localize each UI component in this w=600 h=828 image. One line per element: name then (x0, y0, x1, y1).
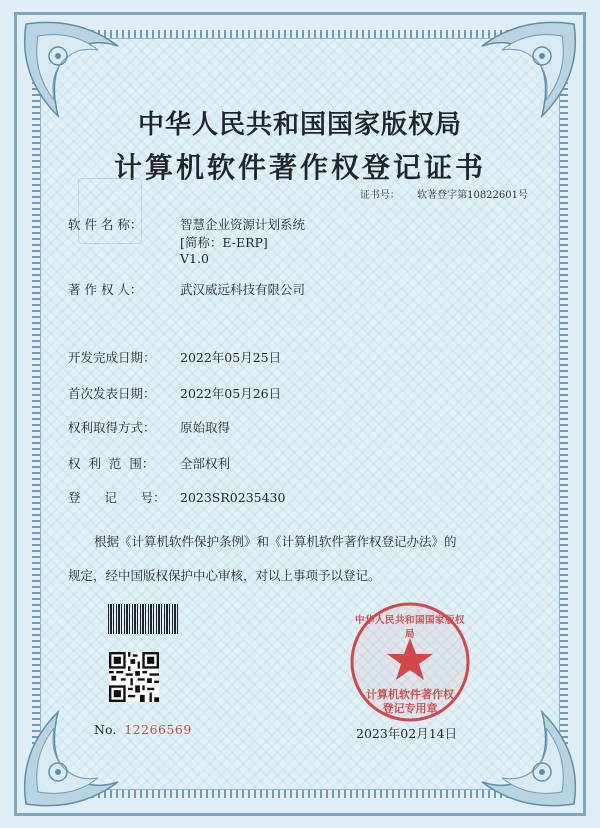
certificate-number-label: 证书号： (359, 190, 400, 201)
short-name: [简称：E-ERP] (180, 235, 268, 250)
acquire-row (68, 418, 230, 436)
issue-date: 2023年02月14日 (356, 726, 458, 741)
certificate-title: 计算机软件著作权登记证书 (113, 151, 486, 184)
barcode-icon (108, 604, 178, 634)
reg-no-value: 2023SR0235430 (180, 490, 286, 505)
scope-row (68, 454, 230, 472)
software-name-value: 智慧企业资源计划系统 (180, 217, 306, 232)
qr-code-icon (108, 652, 160, 702)
dev-date-row (68, 348, 281, 366)
scope-label: 权 利 范 围： (68, 456, 155, 471)
owner-value: 武汉威远科技有限公司 (180, 282, 306, 297)
reg-no-label: 登 记 号： (68, 490, 166, 505)
version: V1.0 (180, 251, 209, 266)
seal-line-1: 计算机软件著作权 (366, 688, 454, 701)
acquire-label: 权利取得方式： (68, 420, 156, 435)
software-name-label: 软 件 名 称： (68, 217, 143, 232)
owner-row (68, 280, 305, 298)
serial-number (94, 722, 192, 737)
seal-ring-text: 中华人民共和国国家版权局 (354, 615, 465, 640)
body-text-line-1: 根据《计算机软件保护条例》和《计算机软件著作权登记办法》的 (94, 534, 457, 549)
reg-no-row (68, 488, 285, 506)
pub-date-row (68, 384, 281, 402)
scope-value: 全部权利 (180, 456, 231, 471)
certificate-number (360, 186, 528, 201)
acquire-value: 原始取得 (180, 420, 231, 435)
owner-label: 著 作 权 人： (68, 282, 143, 297)
certificate-number-value: 软著登字第10822601号 (417, 190, 528, 201)
software-name-row (68, 215, 305, 233)
serial-number-value: 12266569 (124, 722, 192, 737)
pub-date-value: 2022年05月26日 (180, 386, 282, 401)
pub-date-label: 首次发表日期： (68, 386, 156, 401)
dev-date-label: 开发完成日期： (68, 350, 156, 365)
issuer-title: 中华人民共和国国家版权局 (137, 110, 462, 140)
body-text-line-2: 规定，经中国版权保护中心审核，对以上事项予以登记。 (68, 568, 381, 583)
corner-ornament-icon (18, 702, 128, 812)
seal-line-2: 登记专用章 (382, 702, 438, 715)
watermark-seal-icon (78, 178, 142, 244)
serial-number-label: No. (94, 722, 117, 737)
dev-date-value: 2022年05月25日 (180, 350, 282, 365)
corner-ornament-icon (472, 702, 582, 812)
